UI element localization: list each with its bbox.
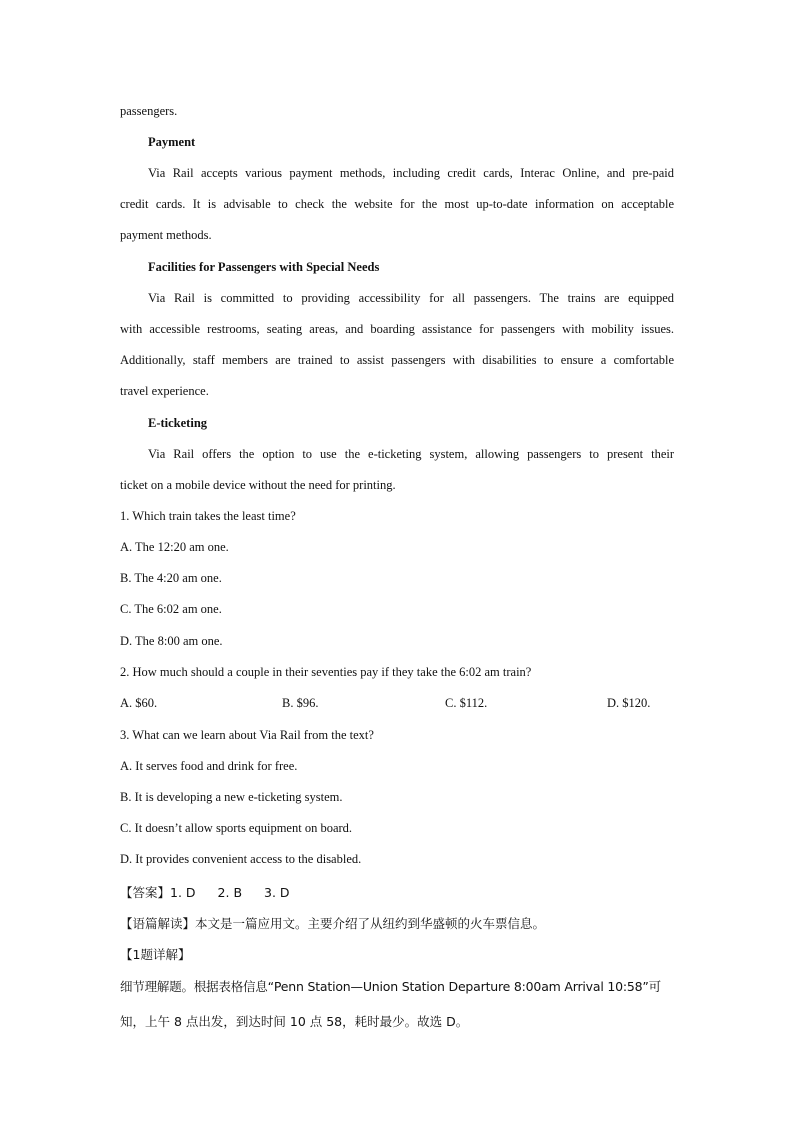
answer-item: 3. D bbox=[264, 885, 290, 900]
payment-line: payment methods. bbox=[120, 228, 212, 242]
question-2-option-b: B. $96. bbox=[282, 696, 319, 710]
detail-line: 知，上午 8 点出发，到达时间 10 点 58，耗时最少。故选 D。 bbox=[120, 1014, 469, 1029]
answer-item: 1. D bbox=[170, 885, 196, 900]
payment-line: credit cards. It is advisable to check the website for the most up-to-date information on acceptable bbox=[120, 197, 674, 211]
question-3-option-b: B. It is developing a new e-ticketing system. bbox=[120, 790, 343, 804]
question-2-stem: 2. How much should a couple in their seventies pay if they take the 6:02 am train? bbox=[120, 665, 532, 679]
passage-intro-tail: passengers. bbox=[120, 104, 178, 118]
eticketing-line: ticket on a mobile device without the need for printing. bbox=[120, 478, 396, 492]
facilities-heading: Facilities for Passengers with Special Needs bbox=[148, 260, 380, 274]
facilities-line: Additionally, staff members are trained to assist passengers with disabilities to ensure a comfortable bbox=[120, 353, 674, 367]
question-1-option-a: A. The 12:20 am one. bbox=[120, 540, 229, 554]
question-3-option-a: A. It serves food and drink for free. bbox=[120, 759, 298, 773]
answer-item: 2. B bbox=[217, 885, 243, 900]
question-3-option-c: C. It doesn’t allow sports equipment on board. bbox=[120, 821, 353, 835]
question-1-option-d: D. The 8:00 am one. bbox=[120, 634, 223, 648]
payment-line: Via Rail accepts various payment methods, including credit cards, Interac Online, and pre-paid bbox=[148, 166, 674, 180]
eticketing-line: Via Rail offers the option to use the e-ticketing system, allowing passengers to present their bbox=[148, 447, 674, 461]
reading-note: 【语篇解读】本文是一篇应用文。主要介绍了从纽约到华盛顿的火车票信息。 bbox=[120, 916, 546, 931]
question-1-stem: 1. Which train takes the least time? bbox=[120, 509, 296, 523]
facilities-line: travel experience. bbox=[120, 384, 209, 398]
question-3-option-d: D. It provides convenient access to the disabled. bbox=[120, 852, 362, 866]
question-3-stem: 3. What can we learn about Via Rail from the text? bbox=[120, 728, 374, 742]
detail-line: 细节理解题。根据表格信息“Penn Station—Union Station Departure 8:00am Arrival 10:58”可 bbox=[120, 979, 661, 994]
question-1-option-b: B. The 4:20 am one. bbox=[120, 571, 222, 585]
question-1-option-c: C. The 6:02 am one. bbox=[120, 602, 222, 616]
question-2-option-a: A. $60. bbox=[120, 696, 158, 710]
question-2-option-d: D. $120. bbox=[607, 696, 651, 710]
facilities-line: with accessible restrooms, seating areas, and boarding assistance for passengers with mobility issues. bbox=[120, 322, 674, 336]
detail-heading: 【1题详解】 bbox=[120, 947, 191, 962]
question-2-option-c: C. $112. bbox=[445, 696, 488, 710]
payment-heading: Payment bbox=[148, 135, 196, 149]
facilities-line: Via Rail is committed to providing accessibility for all passengers. The trains are equipped bbox=[148, 291, 674, 305]
eticketing-heading: E-ticketing bbox=[148, 416, 208, 430]
answer-line bbox=[120, 883, 674, 901]
answer-label: 【答案】 bbox=[120, 885, 171, 900]
